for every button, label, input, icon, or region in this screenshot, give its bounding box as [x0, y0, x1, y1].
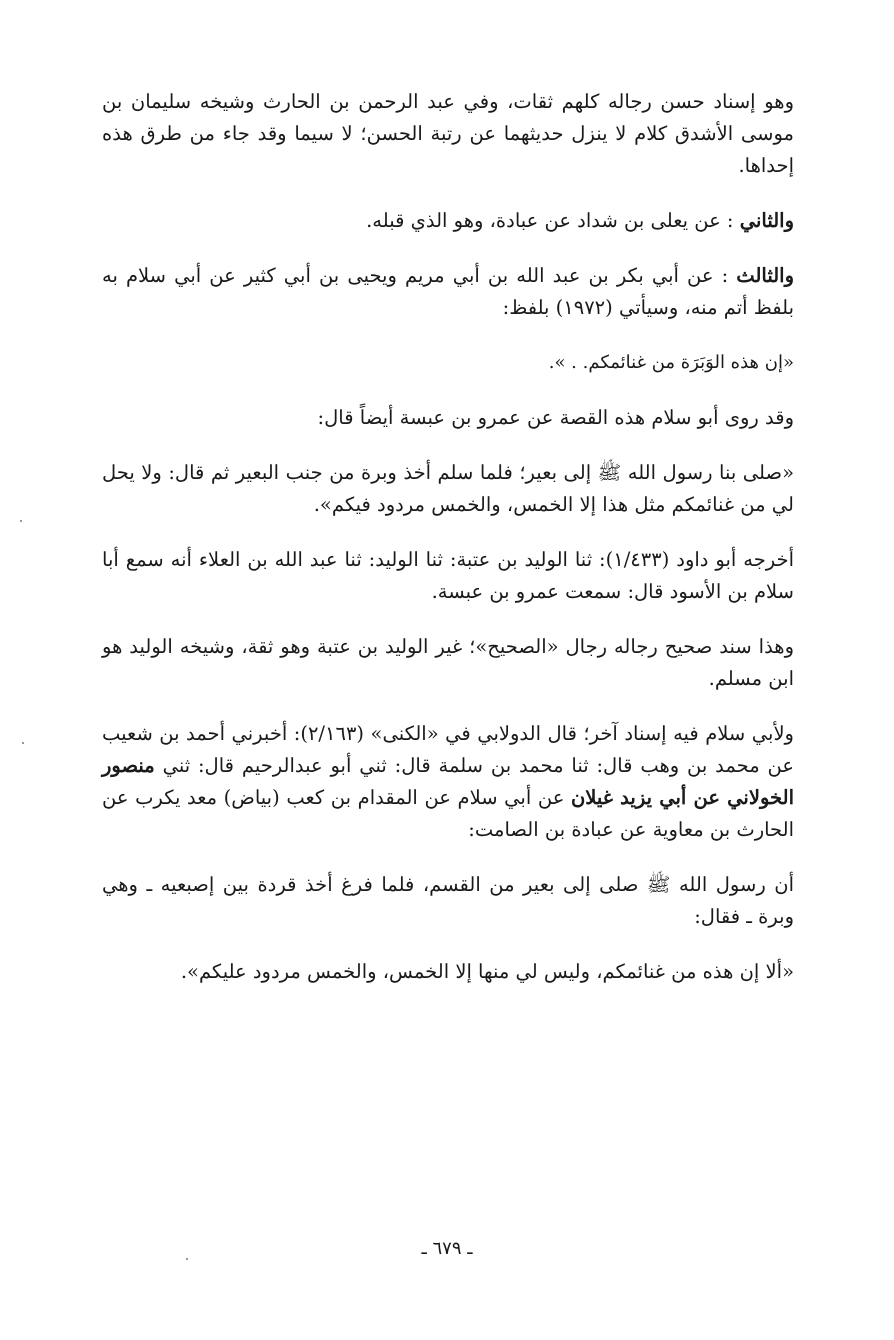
page-number: ـ ٦٧٩ ـ	[421, 1238, 473, 1259]
paragraph-lead: والثالث	[736, 264, 794, 287]
paragraph-text: وقد روى أبو سلام هذه القصة عن عمرو بن عبسة أيضاً قال:	[317, 406, 794, 429]
scan-speck	[22, 742, 24, 744]
hadith-quote-wabara	[102, 347, 794, 379]
paragraph-rasul-salla	[102, 869, 794, 933]
quote-text: «ألا إن هذه من غنائمكم، وليس لي منها إلا الخمس، والخمس مردود عليكم».	[180, 960, 794, 983]
paragraph-lead: والثاني	[739, 209, 794, 232]
main-text	[102, 86, 794, 1011]
hadith-quote-ala-inna	[102, 956, 794, 988]
paragraph-text: وهو إسناد حسن رجاله كلهم ثقات، وفي عبد الرحمن بن الحارث وشيخه سليمان بن موسى الأشدق كلام لا ينزل حديثهما عن رتبة الحسن؛ لا سيما وقد جاء من طرق هذه إحداها.	[102, 90, 794, 177]
paragraph-text: أن رسول الله ﷺ صلى إلى بعير من القسم، فلما فرغ أخذ قردة بين إصبعيه ـ وهي وبرة ـ فقال:	[102, 873, 794, 928]
paragraph-text: : عن أبي بكر بن عبد الله بن أبي مريم ويحيى بن أبي كثير عن أبي سلام به بلفظ أتم منه، وسيأتي (١٩٧٢) بلفظ:	[102, 264, 794, 319]
scan-speck	[186, 1258, 188, 1260]
paragraph-text-before: ولأبي سلام فيه إسناد آخر؛ قال الدولابي في «الكنى» (٢/١٦٣): أخبرني أحمد بن شعيب عن محمد بن وهب قال: ثنا محمد بن سلمة قال: ثني أبو عبدالرحيم قال: ثني	[102, 722, 794, 777]
paragraph-third-route	[102, 260, 794, 324]
paragraph-amr-ibn-abasa	[102, 402, 794, 434]
paragraph-isnad-hasan	[102, 86, 794, 182]
narrator-name: منصور الخولاني عن أبي يزيد غيلان	[102, 754, 794, 809]
quote-text: «إن هذه الوَبَرَة من غنائمكم. . ».	[548, 352, 794, 373]
paragraph-text-after: عن أبي سلام عن المقدام بن كعب (بياض) معد يكرب عن الحارث بن معاوية عن عبادة بن الصامت:	[102, 786, 794, 841]
paragraph-text: أخرجه أبو داود (١/٤٣٣): ثنا الوليد بن عتبة: ثنا الوليد: ثنا عبد الله بن العلاء أنه سمع أبا سلام بن الأسود قال: سمعت عمرو بن عبسة.	[102, 548, 794, 603]
hadith-quote-salla-bina	[102, 457, 794, 521]
paragraph-dawlabi	[102, 718, 794, 846]
paragraph-text: وهذا سند صحيح رجاله رجال «الصحيح»؛ غير الوليد بن عتبة وهو ثقة، وشيخه الوليد هو ابن مسلم.	[102, 635, 794, 690]
paragraph-text: : عن يعلى بن شداد عن عبادة، وهو الذي قبله.	[366, 209, 734, 232]
paragraph-sanad-sahih	[102, 631, 794, 695]
paragraph-second-route	[102, 205, 794, 237]
scan-speck	[20, 520, 22, 522]
paragraph-abu-dawud	[102, 544, 794, 608]
quote-text: «صلى بنا رسول الله ﷺ إلى بعير؛ فلما سلم أخذ وبرة من جنب البعير ثم قال: ولا يحل لي من غنائمكم مثل هذا إلا الخمس، والخمس مردود فيكم».	[102, 461, 794, 516]
